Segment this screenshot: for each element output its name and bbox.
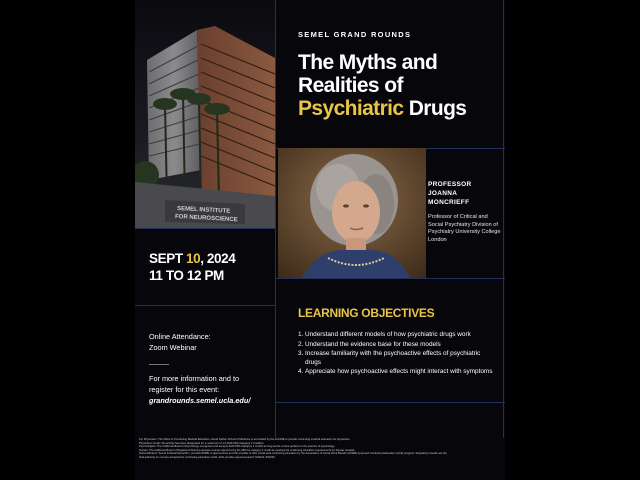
speaker-name-line: JOANNA xyxy=(428,190,458,197)
series-label: SEMEL GRAND ROUNDS xyxy=(298,30,412,39)
speaker-info xyxy=(428,180,503,244)
grid-line xyxy=(275,402,505,403)
date-prefix: SEPT xyxy=(149,251,187,266)
grid-line xyxy=(275,278,505,279)
info-line: register for this event: xyxy=(149,385,220,394)
footer-line: Nurses: The California Board of Registered Nursing accepts courses approved by the ABA for category 1 credit as meeting the continuing education requirements for license renewal. xyxy=(139,448,355,452)
event-date-block xyxy=(149,250,274,284)
objectives-title: LEARNING OBJECTIVES xyxy=(298,306,435,320)
footer-line: Social Workers: Semel Institute/Semel Rm. provider #4380, is approved as an ACE provider to offer social work continuing education by the Association of Social Work Boards (ASWB) Approved Continuing Education (ACE) program. Regulatory boards are the xyxy=(139,452,447,456)
building-sign-line2: FOR NEUROSCIENCE xyxy=(174,214,238,224)
objective-item: 4. Appreciate how psychoactive effects might interact with symptoms xyxy=(298,368,493,376)
registration-info xyxy=(149,373,277,406)
title-end: Drugs xyxy=(403,97,467,120)
event-time: 11 TO 12 PM xyxy=(149,268,224,283)
objectives-list xyxy=(298,331,498,378)
title-accent: Psychiatric xyxy=(298,97,404,120)
date-suffix: , 2024 xyxy=(200,251,236,266)
building-sign-line1: SEMEL INSTITUTE xyxy=(176,206,231,215)
speaker-name-line: MONCRIEFF xyxy=(428,199,470,206)
divider xyxy=(149,364,169,365)
objective-item: 1. Understand different models of how psychiatric drugs work xyxy=(298,331,471,338)
title-line1: The Myths and xyxy=(298,51,438,74)
event-title xyxy=(298,51,498,120)
event-poster xyxy=(135,0,505,480)
footer-line: For Physicians: The Office of Continuing Medical Education, David Geffen School of Medicine is accredited by the ACCME to provide continuing medical education for physicians. xyxy=(139,438,351,441)
speaker-name xyxy=(428,180,503,207)
speaker-name-line: PROFESSOR xyxy=(428,181,472,188)
speaker-title: Professor of Critical and Social Psychiatry Division of Psychiatry University College London xyxy=(428,214,501,243)
attendance-line: Zoom Webinar xyxy=(149,343,197,352)
footer-line: Physicians Credit: this activity has been designated for a maximum of 1.0 AMA PRA Category 1 Credit(s). xyxy=(139,441,265,445)
event-url-link[interactable]: grandrounds.semel.ucla.edu/ xyxy=(149,396,251,405)
footer-line: final authority on courses accepted for continuing education credit. ACE provider approval period: 5/30/24–5/30/25. xyxy=(139,455,276,459)
attendance-line: Online Attendance: xyxy=(149,332,211,341)
grid-line xyxy=(135,228,275,229)
attendance-info xyxy=(149,331,274,353)
accreditation-footer xyxy=(139,438,501,460)
info-line: For more information and to xyxy=(149,374,240,383)
speaker-photo xyxy=(278,148,426,278)
objective-item: 2. Understand the evidence base for these models xyxy=(298,340,441,348)
date-day: 10 xyxy=(186,251,201,266)
grid-line xyxy=(503,0,504,438)
event-date xyxy=(149,250,274,267)
header xyxy=(298,30,498,120)
footer-line: Psychologists: The California Board of Psychology recognizes and accepts AMA PRA Category 1 credits as long as the course pertains to the practice of psychology. xyxy=(139,445,335,449)
grid-line xyxy=(135,305,275,306)
building-photo xyxy=(135,0,275,228)
objective-item: 3. Increase familiarity with the psychoactive effects of psychiatric drugs xyxy=(298,350,481,366)
title-line2: Realities of xyxy=(298,74,403,97)
